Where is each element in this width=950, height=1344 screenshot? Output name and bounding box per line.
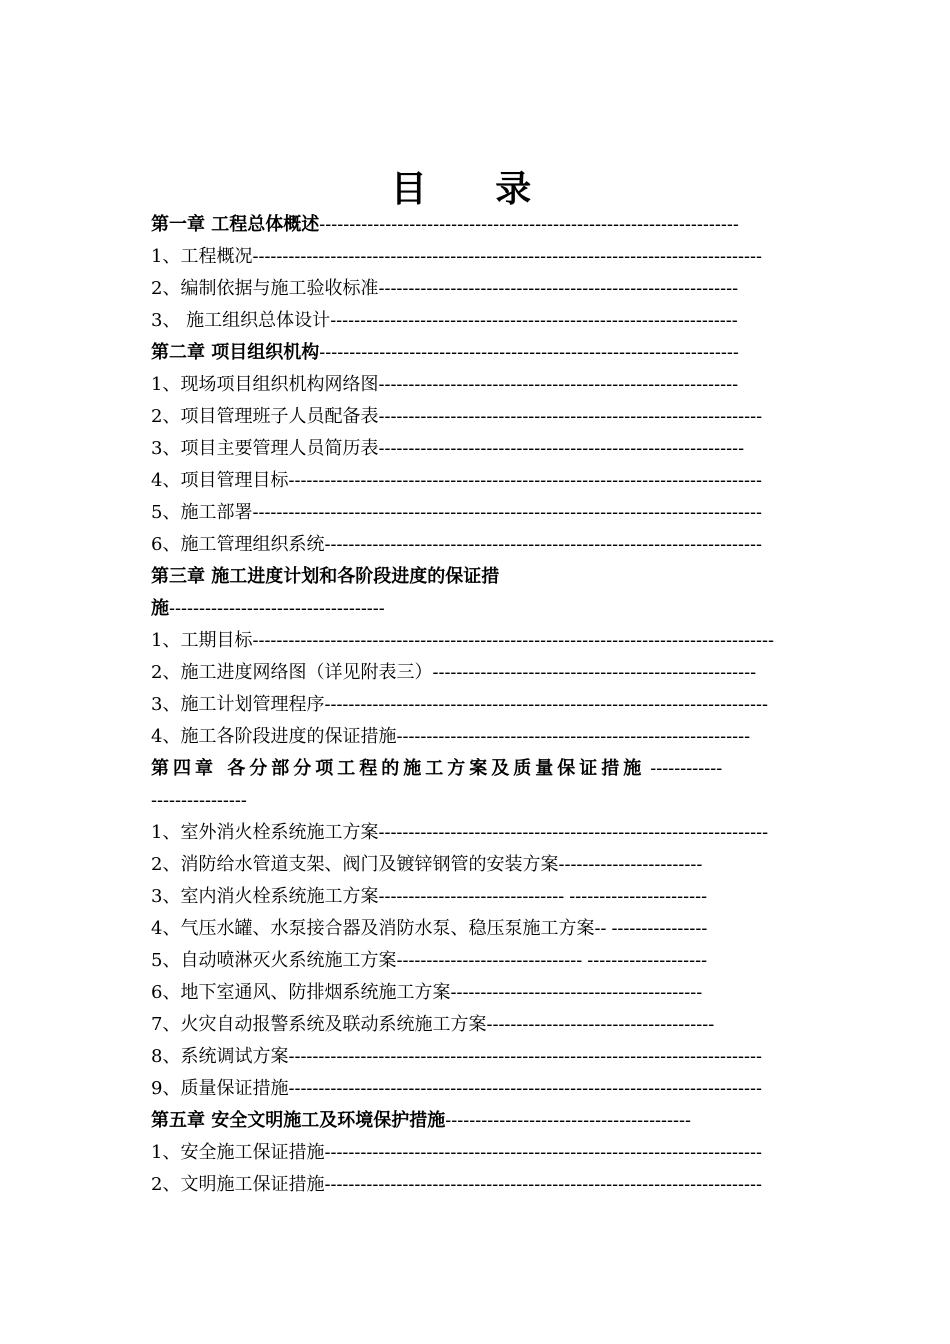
toc-leader-dashes: ------------------------------------------ [450, 982, 703, 1002]
toc-leader-dashes: ------------------------------------------------------ [432, 662, 757, 682]
toc-leader-dashes: ---------------- [151, 790, 247, 810]
toc-entry [151, 272, 835, 304]
toc-entry [151, 432, 835, 464]
toc-entry [151, 816, 835, 848]
toc-leader-dashes: ------------------------------------------------------------ [378, 374, 739, 394]
toc-entry [151, 688, 835, 720]
toc-entry [151, 848, 835, 880]
toc-entry [151, 1072, 835, 1104]
toc-leader-dashes: ------------------------------------------------------------------------------------- [252, 502, 762, 522]
toc-leader-dashes: ------------------------------------------------------------------------- [324, 1174, 763, 1194]
toc-entry [151, 624, 835, 656]
toc-entry-text: 5、自动喷淋灭火系统施工方案 [151, 950, 397, 971]
toc-entry [151, 880, 835, 912]
toc-entry [151, 240, 835, 272]
toc-entry-text: 第五章 安全文明施工及环境保护措施 [151, 1110, 446, 1131]
toc-leader-dashes: ------------------------------------------------------------------------- [324, 534, 763, 554]
toc-entry [151, 1168, 835, 1200]
toc-entry-text: 3、施工计划管理程序 [151, 694, 325, 715]
toc-entry-text: 4、施工各阶段进度的保证措施 [151, 726, 397, 747]
toc-entry-text: 2、施工进度网络图（详见附表三） [151, 662, 433, 683]
toc-leader-dashes: ---------------------------------------------------------------------- [319, 342, 739, 362]
toc-leader-dashes: ------------------------------------------------------------------------------- [288, 1078, 762, 1098]
toc-title: 目 录 [390, 169, 560, 210]
toc-chapter-entry [151, 336, 835, 368]
toc-entry [151, 400, 835, 432]
toc-entry [151, 496, 835, 528]
toc-entry-text: 1、工程概况 [151, 246, 253, 267]
toc-entry [151, 944, 835, 976]
toc-entry [151, 976, 835, 1008]
toc-leader-dashes: ------------ [645, 758, 723, 778]
toc-entry-text: 5、施工部署 [151, 502, 253, 523]
toc-entry-text: 1、室外消火栓系统施工方案 [151, 822, 379, 843]
toc-leader-dashes: -------------------------------------- [486, 1014, 715, 1034]
toc-entry-text: 3、项目主要管理人员简历表 [151, 438, 379, 459]
toc-leader-dashes: ------------------------------------ [169, 598, 385, 618]
toc-chapter-entry [151, 560, 835, 592]
toc-leader-dashes: ---------------------------------------------------------------------- [319, 214, 739, 234]
toc-leader-dashes: ------------------------------------------------------------------------------- [288, 470, 762, 490]
toc-entry-text: 9、质量保证措施 [151, 1078, 289, 1099]
toc-entry [151, 1136, 835, 1168]
toc-leader-dashes: ------------------------------------------------------------- [378, 438, 745, 458]
toc-entry-text: 3、室内消火栓系统施工方案 [151, 886, 379, 907]
toc-entry [151, 528, 835, 560]
toc-entry [151, 464, 835, 496]
toc-entry [151, 720, 835, 752]
toc-entry-text: 7、火灾自动报警系统及联动系统施工方案 [151, 1014, 487, 1035]
toc-entry-text: 2、编制依据与施工验收标准 [151, 278, 379, 299]
toc-chapter-entry [151, 1104, 835, 1136]
toc-entry-text: 第二章 项目组织机构 [151, 342, 320, 363]
toc-leader-dashes: ------------------------------- -------------------- [396, 950, 708, 970]
toc-entry-text: 2、消防给水管道支架、阀门及镀锌钢管的安装方案 [151, 854, 559, 875]
toc-entry-text: 1、安全施工保证措施 [151, 1142, 325, 1163]
toc-leader-dashes: ------------------------------------------------------------ [378, 278, 739, 298]
toc-entry-text: 4、项目管理目标 [151, 470, 289, 491]
toc-leader-dashes: ------------------------------- ----------------------- [378, 886, 708, 906]
toc-chapter-entry [151, 592, 835, 624]
toc-leader-dashes: ----------------------------------------- [445, 1110, 692, 1130]
toc-entry-text: 施 [151, 598, 169, 619]
toc-entry-text: 第三章 施工进度计划和各阶段进度的保证措 [151, 566, 500, 587]
toc-entry-text: 6、施工管理组织系统 [151, 534, 325, 555]
toc-entry-text: 第四章 各分部分项工程的施工方案及质量保证措施 [151, 758, 646, 779]
toc-entry-text: 2、项目管理班子人员配备表 [151, 406, 379, 427]
toc-entry-text: 3、 施工组织总体设计 [151, 310, 331, 331]
toc-entry [151, 656, 835, 688]
toc-leader-dashes: ---------------------------------------------------------------- [378, 406, 763, 426]
toc-leader-dashes: -------------------------------------------------------------------------- [324, 694, 769, 714]
toc-chapter-entry [151, 752, 835, 784]
toc-leader-dashes: ------------------------------------------------------------------------------- [288, 1046, 762, 1066]
toc-entry-text: 2、文明施工保证措施 [151, 1174, 325, 1195]
table-of-contents [151, 208, 835, 1200]
toc-entry [151, 368, 835, 400]
toc-entry-text: 1、现场项目组织机构网络图 [151, 374, 379, 395]
toc-entry [151, 1008, 835, 1040]
toc-leader-dashes: -- ---------------- [594, 918, 708, 938]
toc-leader-dashes: ------------------------ [558, 854, 703, 874]
toc-entry-text: 第一章 工程总体概述 [151, 214, 320, 235]
toc-entry [151, 304, 835, 336]
toc-entry [151, 784, 835, 816]
toc-entry-text: 4、气压水罐、水泵接合器及消防水泵、稳压泵施工方案 [151, 918, 595, 939]
toc-chapter-entry [151, 208, 835, 240]
toc-leader-dashes: ------------------------------------------------------------------------------------- [252, 246, 762, 266]
toc-entry-text: 6、地下室通风、防排烟系统施工方案 [151, 982, 451, 1003]
toc-leader-dashes: --------------------------------------------------------------------------------------- [252, 630, 774, 650]
toc-entry-text: 1、工期目标 [151, 630, 253, 651]
toc-entry [151, 1040, 835, 1072]
toc-entry-text: 8、系统调试方案 [151, 1046, 289, 1067]
toc-leader-dashes: -------------------------------------------------------------------- [330, 310, 738, 330]
toc-leader-dashes: ------------------------------------------------------------------------- [324, 1142, 763, 1162]
toc-leader-dashes: ----------------------------------------------------------------- [378, 822, 769, 842]
toc-entry [151, 912, 835, 944]
toc-leader-dashes: ----------------------------------------------------------- [396, 726, 751, 746]
